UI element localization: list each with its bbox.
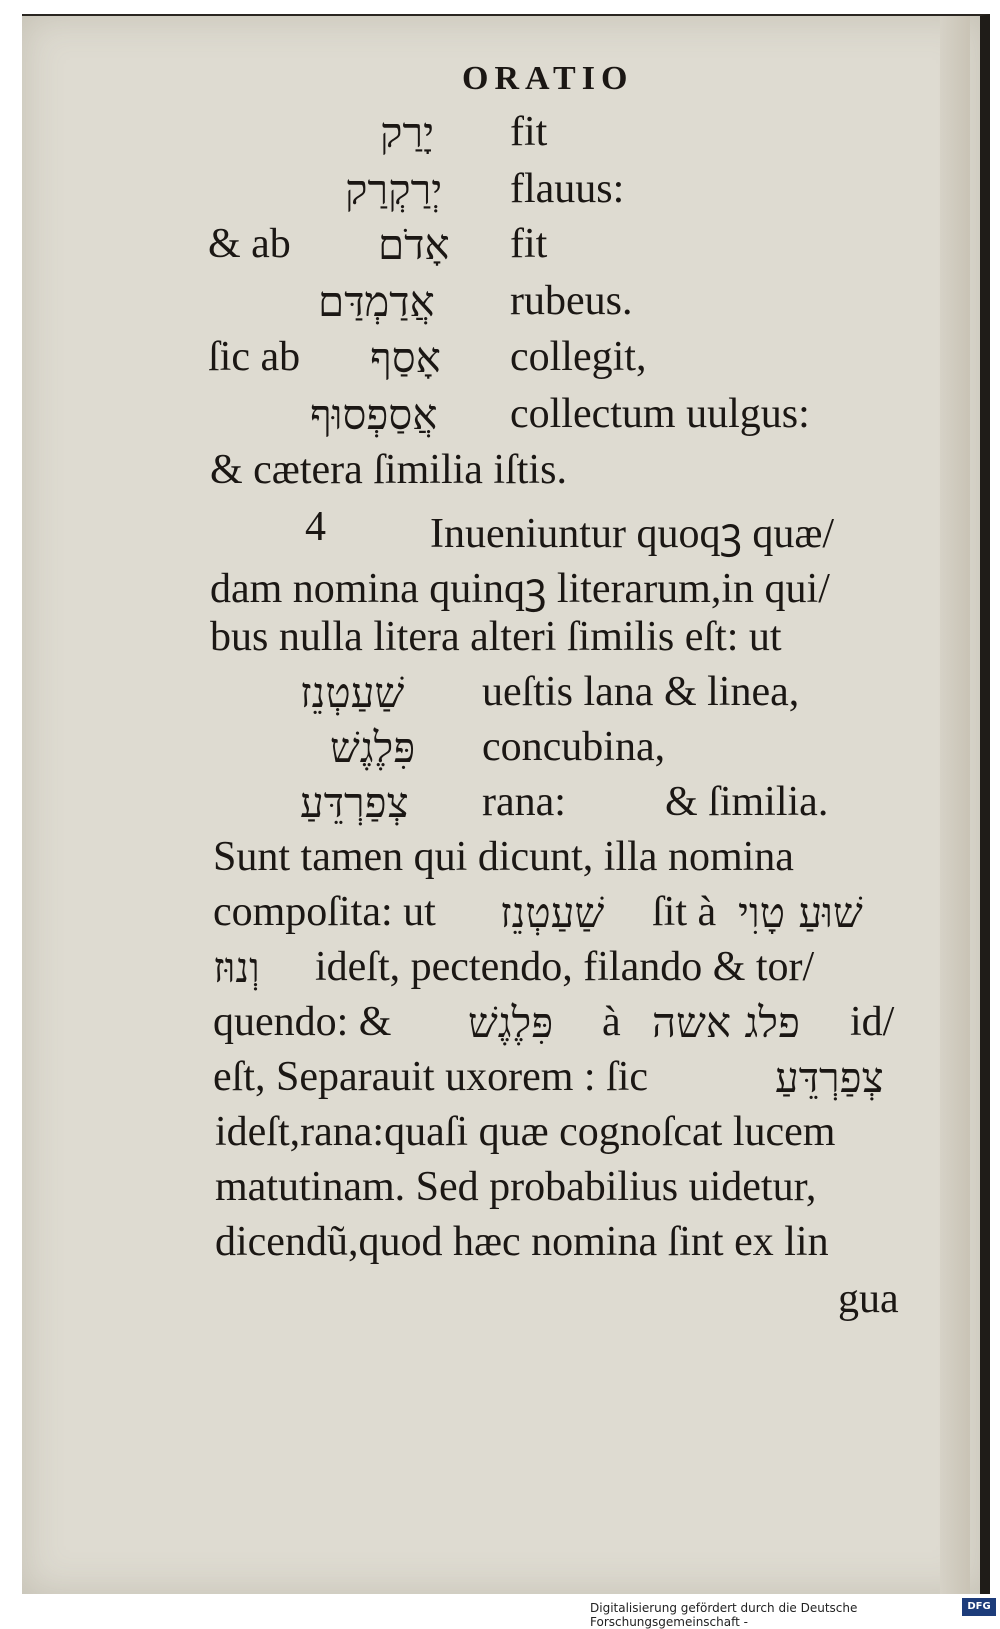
running-header: ORATIO (462, 60, 634, 97)
page-edge (940, 16, 970, 1594)
row2-latin-0: ueſtis lana & linea, (482, 669, 800, 715)
row-latin-1: flauus: (510, 166, 625, 212)
row-latin-3: rubeus. (510, 278, 633, 324)
row-hebrew-5: אֲסַפְסוּף (310, 390, 438, 439)
row-left-4: ſic ab (208, 334, 301, 380)
para2-line7: matutinam. Sed probabilius uidetur, (215, 1164, 817, 1210)
row2-latin-2: rana: (482, 779, 566, 825)
para2-line6: ideſt,rana:quaſi quæ cognoſcat lucem (215, 1109, 836, 1155)
line-cetera: & cætera ſimilia iſtis. (210, 447, 567, 493)
row-latin-4: collegit, (510, 334, 647, 380)
para1-line1: Inueniuntur quoqꝫ quæ/ (430, 511, 835, 557)
para2-line4-a: quendo: & (213, 999, 392, 1045)
para2-line2-a: compoſita: ut (213, 889, 436, 935)
row-hebrew-0: יָרַק (380, 108, 435, 157)
para2-line3-heb: וְנוּז (213, 943, 260, 992)
row-left-2: & ab (208, 221, 291, 267)
row-hebrew-2: אָדֹם (378, 220, 450, 269)
para1-line2: dam nomina quinqꝫ literarum,in qui/ (210, 566, 830, 612)
dfg-logo: DFG (962, 1598, 996, 1616)
row-hebrew-3: אֲדַמְדַּם (318, 277, 435, 326)
para2-line2-heb: שַׁעַטְנֵז (500, 888, 605, 937)
catchword: gua (838, 1276, 899, 1322)
row2-tail-2: & ſimilia. (665, 779, 829, 825)
para1-line3: bus nulla litera alteri ſimilis eſt: ut (210, 614, 782, 660)
row-latin-5: collectum uulgus: (510, 391, 810, 437)
para2-line5-heb: צְפַרְדֵּעַ (775, 1053, 884, 1102)
row-latin-2: fit (510, 221, 548, 267)
footer-credit: Digitalisierung gefördert durch die Deutsche Forschungsgemeinschaft - (590, 1601, 858, 1629)
para-number: 4 (305, 504, 326, 550)
row-hebrew-4: אָסַף (370, 333, 441, 382)
para2-line2-heb2: שׁוּעַ טָוִי (738, 888, 863, 937)
para2-line8: dicendũ,quod hæc nomina ſint ex lin (215, 1219, 829, 1265)
row-latin-0: fit (510, 109, 548, 155)
para2-line3-b: ideſt, pectendo, filando & tor/ (315, 944, 815, 990)
row2-hebrew-0: שַׁעַטְנֵז (300, 668, 405, 717)
para2-line4-heb: פִּלֶגֶשׁ (468, 998, 554, 1047)
row2-hebrew-2: צְפַרְדֵּעַ (300, 778, 409, 827)
para2-line4-b: à (602, 999, 621, 1045)
para2-line2-b: ſit à (652, 889, 717, 935)
para2-line5-a: eſt, Separauit uxorem : ſic (213, 1054, 649, 1100)
para2-line4-c: id/ (850, 999, 895, 1045)
row-hebrew-1: יְרַקְרַק (345, 165, 443, 214)
para2-line4-heb2: פלג אשה (652, 998, 800, 1047)
row2-hebrew-1: פִּלֶגֶשׁ (330, 723, 416, 772)
row2-latin-1: concubina, (482, 724, 666, 770)
para2-line1: Sunt tamen qui dicunt, illa nomina (213, 834, 794, 880)
